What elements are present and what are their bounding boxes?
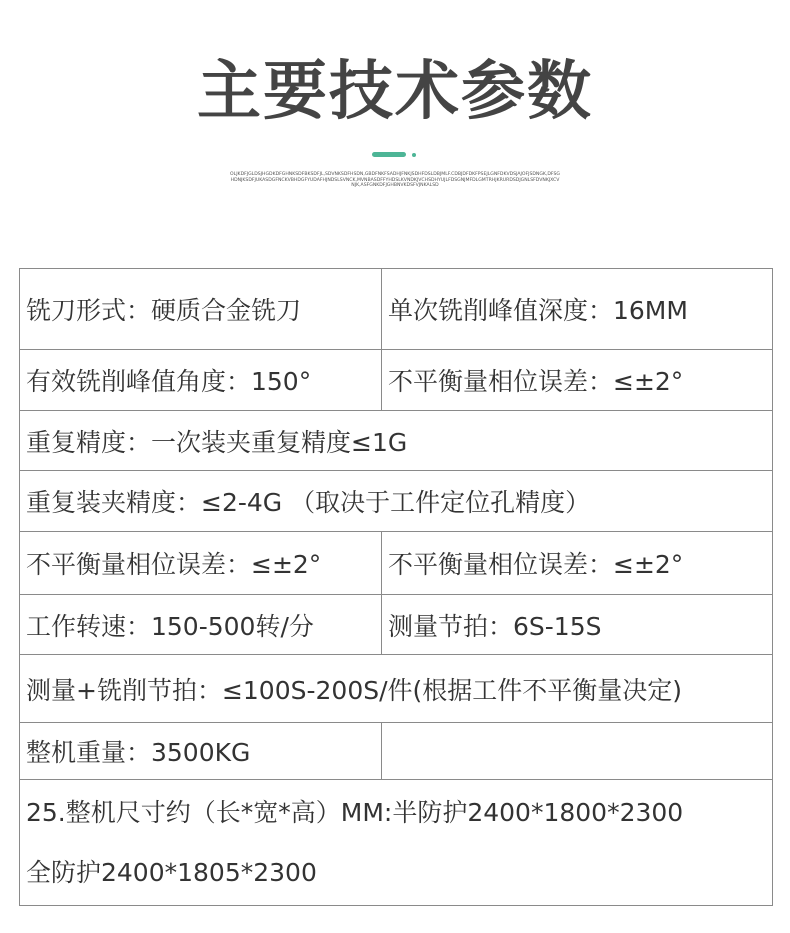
table-row [20, 595, 773, 655]
page-title: 主要技术参数 [197, 55, 593, 129]
spec-phase-error: 不平衡量相位误差：≤±2° [382, 532, 773, 595]
table-row [20, 780, 773, 906]
divider-bar [372, 152, 406, 157]
spec-clamp-accuracy: 重复装夹精度：≤2-4G （取决于工件定位孔精度） [20, 471, 773, 532]
spec-speed: 工作转速：150-500转/分 [20, 595, 382, 655]
table-row [20, 350, 773, 411]
spec-dimensions-half: 25.整机尺寸约（长*宽*高）MM:半防护2400*1800*2300 [26, 797, 684, 827]
decorative-subtitle: OLJKDFJGLDSJHGDKDFGHNKSDFBKSDFJL,SDVNKSDFHSDN,GBDFNKFSADHJFNKJSDHFDSLDBJMLF.CDBJDFDKFPSEJLGNFDKVDSJAJOFJSDNGK,DFSGHDNJKSDFJUKASDGFNCKVBHDGFYUDAFHJNDSLSVNCK,MVNBASDFFYHDSLKVNDKJVCHSDHYUJLFDSGNJMFDLGMTRHJKRURDSDJGNLSFDVNKJXCVNJK,ASFGNKDFJGHBNVKDSFVJNKALSD [230, 172, 560, 188]
table-row [20, 411, 773, 471]
table-row [20, 655, 773, 723]
spec-dimensions-full: 全防护2400*1805*2300 [26, 857, 317, 887]
spec-cutter-type: 铣刀形式：硬质合金铣刀 [20, 269, 382, 350]
table-row [20, 532, 773, 595]
empty-cell [382, 723, 773, 780]
spec-total-cycle: 测量+铣削节拍：≤100S-200S/件(根据工件不平衡量决定) [20, 655, 773, 723]
spec-phase-error: 不平衡量相位误差：≤±2° [20, 532, 382, 595]
title-divider [372, 152, 420, 158]
table-row [20, 723, 773, 780]
spec-measure-cycle: 测量节拍：6S-15S [382, 595, 773, 655]
table-row [20, 269, 773, 350]
spec-cut-depth: 单次铣削峰值深度：16MM [382, 269, 773, 350]
spec-dimensions [20, 780, 773, 906]
divider-dot [412, 153, 416, 157]
spec-table [19, 268, 773, 906]
table-row [20, 471, 773, 532]
spec-cut-angle: 有效铣削峰值角度：150° [20, 350, 382, 411]
spec-repeat-accuracy: 重复精度：一次装夹重复精度≤1G [20, 411, 773, 471]
spec-weight: 整机重量：3500KG [20, 723, 382, 780]
spec-phase-error: 不平衡量相位误差：≤±2° [382, 350, 773, 411]
